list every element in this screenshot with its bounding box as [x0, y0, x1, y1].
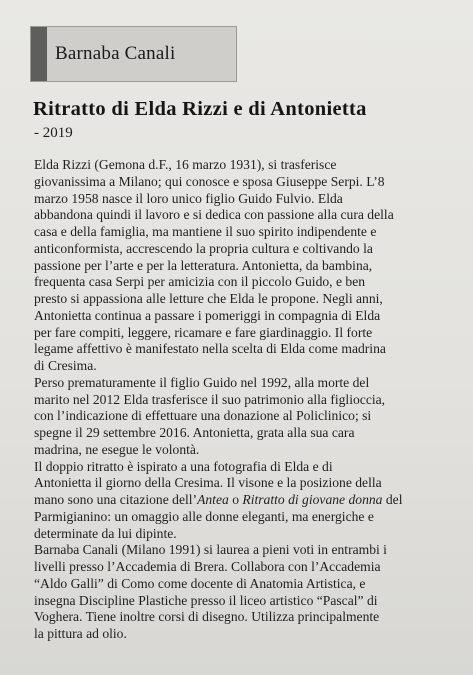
description-line: di Cresima. [34, 358, 97, 373]
artwork-reference-italic: Ritratto di giovane donna [242, 492, 383, 507]
description-line: marito nel 2012 Elda trasferisce il suo patrimonio alla figlioccia, [34, 391, 386, 407]
artwork-title: Ritratto di Elda Rizzi e di Antonietta [33, 98, 367, 120]
description-line: frequenta casa Serpi per amicizia con il piccolo Guido, e ben [34, 274, 366, 290]
description-line: madrina, ne esegue le volontà. [34, 441, 200, 457]
description-line: giovanissima a Milano; qui conosce e sposa Giuseppe Serpi. L’8 [34, 173, 385, 189]
description-line: Antonietta il giorno della Cresima. Il visone e la posizione della [34, 475, 382, 491]
description-line: la pittura ad olio. [34, 626, 127, 641]
description-line: anticonformista, accrescendo la propria cultura e coltivando la [34, 240, 373, 256]
description-line: per fare compiti, leggere, ricamare e fare giardinaggio. Il forte [34, 324, 373, 340]
author-label-accent-bar [31, 27, 47, 81]
description-line: Perso prematuramente il figlio Guido nel 1992, alla morte del [34, 374, 370, 390]
description-segment: o [228, 492, 243, 507]
description-line: passione per l’arte e per la letteratura. Antonietta, da bambina, [34, 257, 373, 273]
description-line: presto si appassiona alle letture che Elda le propone. Negli anni, [34, 291, 383, 306]
description-line: marzo 1958 nasce il loro unico figlio Guido Fulvio. Elda [34, 190, 343, 206]
description-line: determinate da lui dipinte. [34, 525, 177, 541]
author-label-box [30, 26, 237, 82]
description-line: abbandona quindi il lavoro e si dedica con passione alla cura della [34, 207, 394, 223]
author-name: Barnaba Canali [55, 43, 176, 64]
description-line: Voghera. Tiene inoltre corsi di disegno. Utilizza principalmente [34, 609, 380, 625]
description-line: Parmigianino: un omaggio alle donne eleganti, ma energiche e [34, 508, 374, 524]
description-line: con l’indicazione di effettuare una donazione al Policlinico; si [34, 408, 372, 424]
description-line: “Aldo Galli” di Como come docente di Anatomia Artistica, e [34, 575, 366, 591]
artwork-year: - 2019 [34, 125, 73, 141]
description-line: casa e della famiglia, ma mantiene il suo spirito indipendente e [34, 224, 377, 239]
description-line: livelli presso l’Accademia di Brera. Collabora con l’Accademia [34, 559, 381, 574]
description-line: Elda Rizzi (Gemona d.F., 16 marzo 1931), si trasferisce [34, 157, 337, 172]
description-line: Il doppio ritratto è ispirato a una fotografia di Elda e di [34, 458, 333, 474]
description-line: insegna Discipline Plastiche presso il liceo artistico “Pascal” di [34, 592, 378, 608]
description-line: Antonietta continua a passare i pomeriggi in compagnia di Elda [34, 307, 381, 323]
description-line: legame affettivo è manifestato nella scelta di Elda come madrina [34, 341, 386, 357]
description-segment: del [382, 492, 403, 507]
description-line: spegne il 29 settembre 2016. Antonietta, grata alla sua cara [34, 425, 355, 440]
description-line: Barnaba Canali (Milano 1991) si laurea a pieni voti in entrambi i [34, 542, 387, 558]
description-line [34, 492, 454, 509]
description-segment: mano sono una citazione dell’ [34, 492, 198, 507]
description-text [34, 157, 454, 643]
artwork-reference-italic: Antea [197, 492, 229, 507]
